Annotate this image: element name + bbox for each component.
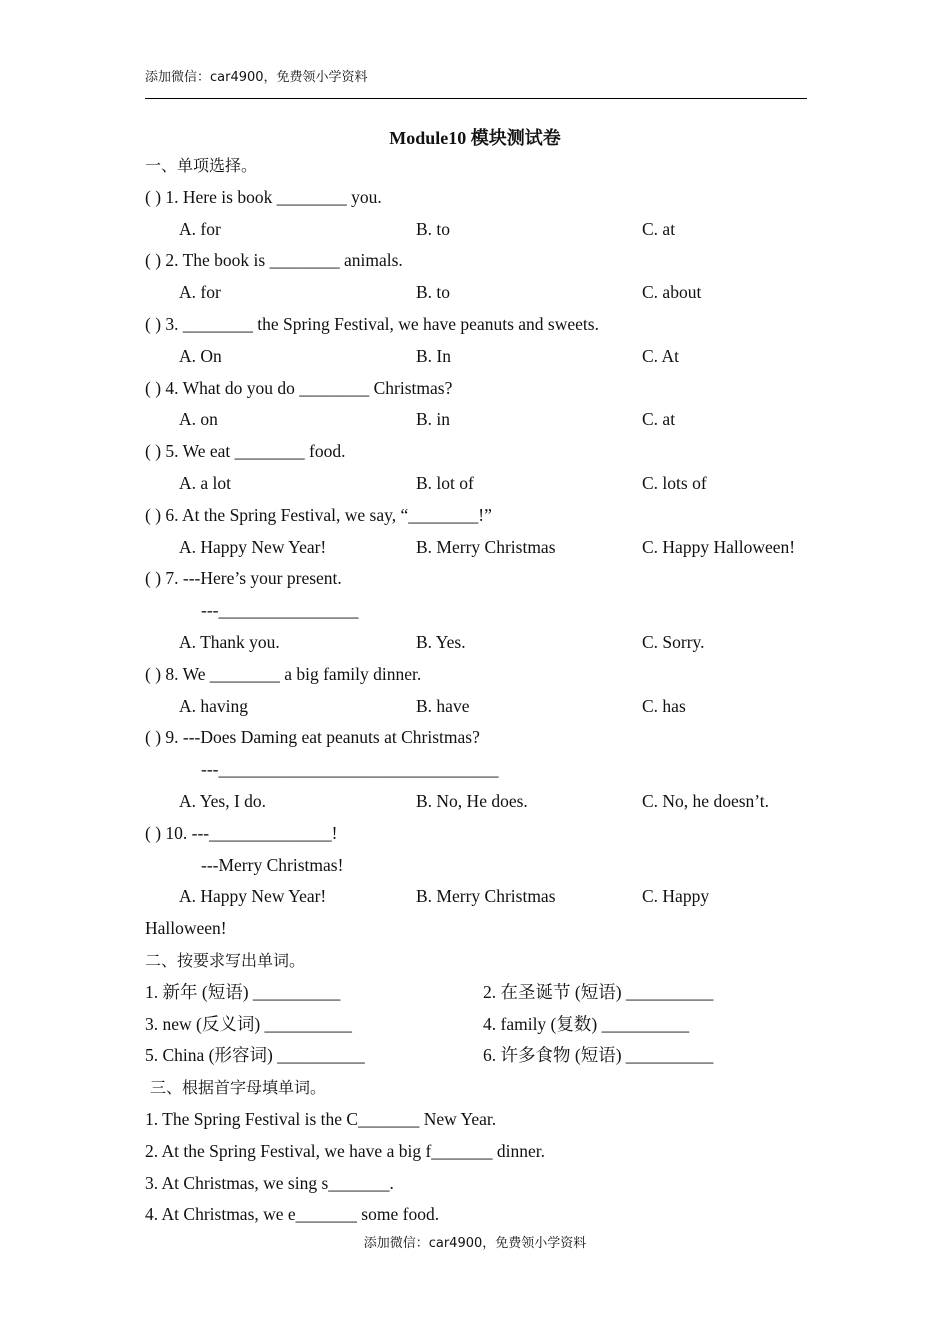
option-b: B. in [416, 409, 451, 430]
section1-heading: 一、单项选择。 [145, 156, 258, 175]
question-1-stem: ( ) 1. Here is book ________ you. [145, 186, 382, 207]
option-a: A. On [179, 345, 222, 366]
word-item-4: 4. family (复数) __________ [483, 1013, 690, 1034]
question-5-stem: ( ) 5. We eat ________ food. [145, 441, 346, 462]
option-c: C. lots of [642, 472, 707, 493]
question-6-stem: ( ) 6. At the Spring Festival, we say, “________!” [145, 504, 492, 525]
option-a: A. Happy New Year! [179, 536, 327, 557]
fill-item-1: 1. The Spring Festival is the C_______ New Year. [145, 1108, 497, 1129]
page-header: 添加微信：car4900，免费领小学资料 [145, 70, 368, 85]
question-4-stem: ( ) 4. What do you do ________ Christmas? [145, 377, 453, 398]
question-9-options [145, 786, 825, 818]
page-footer: 添加微信：car4900，免费领小学资料 [363, 1236, 587, 1251]
option-b: B. Yes. [416, 631, 466, 652]
question-9-stem: ( ) 9. ---Does Daming eat peanuts at Christmas? [145, 727, 480, 748]
option-a: A. Happy New Year! [179, 886, 327, 907]
fill-item-4: 4. At Christmas, we e_______ some food. [145, 1204, 440, 1225]
option-b: B. In [416, 345, 451, 366]
section2-heading: 二、按要求写出单词。 [145, 950, 306, 970]
word-item-5: 5. China (形容词) __________ [145, 1045, 365, 1066]
word-item-2: 2. 在圣诞节 (短语) __________ [483, 981, 714, 1002]
question-10-options [145, 881, 825, 913]
option-a: A. having [179, 695, 249, 716]
option-a: A. Yes, I do. [179, 790, 267, 811]
section2-row-1 [145, 977, 825, 1009]
option-b: B. No, He does. [416, 790, 528, 811]
question-3-options [145, 341, 825, 373]
worksheet-content [145, 150, 825, 1231]
option-a: A. for [179, 282, 221, 303]
question-10-option-c-wrap: Halloween! [145, 918, 227, 939]
option-c: C. Sorry. [642, 631, 705, 652]
option-a: A. a lot [179, 472, 232, 493]
question-2-stem: ( ) 2. The book is ________ animals. [145, 250, 403, 271]
option-c: C. has [642, 695, 686, 716]
section3-heading: 三、根据首字母填单词。 [150, 1078, 327, 1098]
question-6-options [145, 532, 825, 564]
option-b: B. Merry Christmas [416, 536, 556, 557]
option-c: C. at [642, 218, 676, 239]
section2-row-3 [145, 1040, 825, 1072]
question-5-options [145, 468, 825, 500]
question-7-response: ---________________ [201, 600, 359, 621]
word-item-6: 6. 许多食物 (短语) __________ [483, 1045, 714, 1066]
fill-item-3: 3. At Christmas, we sing s_______. [145, 1172, 394, 1193]
question-7-options [145, 627, 825, 659]
question-10-response: ---Merry Christmas! [201, 854, 344, 875]
header-rule [145, 98, 807, 99]
page-title: Module10 模块测试卷 [389, 128, 561, 148]
question-10-stem: ( ) 10. ---______________! [145, 822, 338, 843]
section2-row-2 [145, 1009, 825, 1041]
question-2-options [145, 277, 825, 309]
option-b: B. to [416, 218, 451, 239]
option-c: C. at [642, 409, 676, 430]
option-c: C. Happy Halloween! [642, 536, 796, 557]
option-a: A. on [179, 409, 218, 430]
question-4-options [145, 404, 825, 436]
question-1-options [145, 214, 825, 246]
option-a: A. Thank you. [179, 631, 280, 652]
option-b: B. have [416, 695, 470, 716]
option-b: B. Merry Christmas [416, 886, 556, 907]
question-9-response: ---________________________________ [201, 759, 499, 780]
option-a: A. for [179, 218, 221, 239]
question-8-options [145, 691, 825, 723]
option-c: C. No, he doesn’t. [642, 790, 770, 811]
option-b: B. lot of [416, 472, 474, 493]
question-7-stem: ( ) 7. ---Here’s your present. [145, 568, 342, 589]
option-b: B. to [416, 282, 451, 303]
option-c: C. At [642, 345, 679, 366]
fill-item-2: 2. At the Spring Festival, we have a big f_______ dinner. [145, 1140, 546, 1161]
option-c: C. about [642, 282, 702, 303]
word-item-3: 3. new (反义词) __________ [145, 1013, 353, 1034]
question-8-stem: ( ) 8. We ________ a big family dinner. [145, 663, 422, 684]
option-c: C. Happy [642, 886, 710, 907]
question-3-stem: ( ) 3. ________ the Spring Festival, we have peanuts and sweets. [145, 313, 599, 334]
word-item-1: 1. 新年 (短语) __________ [145, 981, 341, 1002]
